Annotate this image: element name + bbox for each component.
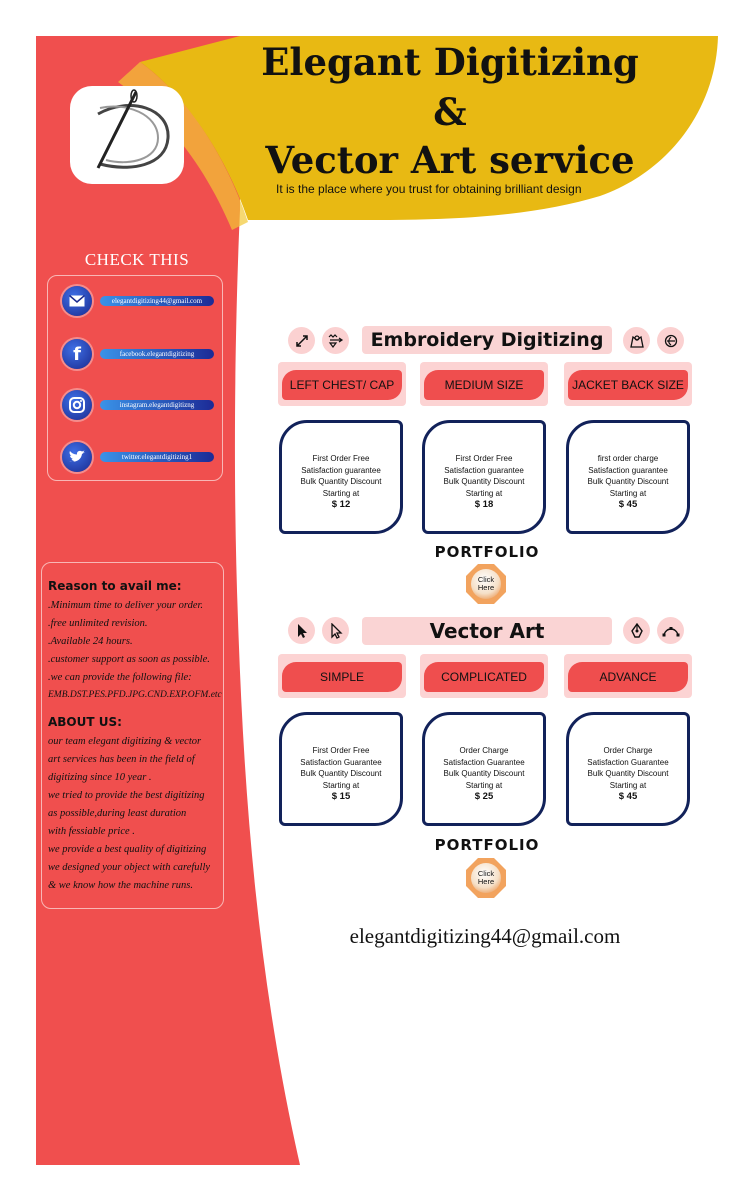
thread-spool-icon	[657, 327, 684, 354]
reason-line: .Available 24 hours.	[48, 636, 133, 647]
about-line: with fessiable price .	[48, 826, 135, 837]
tab-advance[interactable]	[564, 654, 692, 698]
click-button-label: Click Here	[477, 869, 495, 886]
embroidery-section-title: Embroidery Digitizing	[362, 326, 612, 354]
reason-line: .free unlimited revision.	[48, 618, 148, 629]
facebook-icon: f	[62, 339, 92, 369]
card-line: Starting at	[609, 488, 647, 498]
social-label-facebook: facebook.elegantdigitizing	[100, 349, 214, 359]
check-this-title: CHECK THIS	[84, 250, 190, 269]
resize-arrow-icon	[288, 327, 315, 354]
about-line: & we know how the machine runs.	[48, 880, 193, 891]
about-line: we designed your object with carefully	[48, 862, 211, 873]
card-line: Bulk Quantity Discount	[443, 477, 525, 486]
social-label-twitter: twitter.elegantdigitizing1	[100, 452, 214, 462]
price-card-left-chest	[279, 420, 403, 534]
bezier-curve-icon	[657, 617, 684, 644]
card-line: Satisfaction Guarantee	[443, 757, 525, 767]
tab-left-chest-cap[interactable]	[278, 362, 406, 406]
header-title-line3: Vector Art service	[265, 138, 635, 182]
twitter-icon	[62, 442, 92, 472]
price-card-simple	[279, 712, 403, 826]
stitch-pattern-icon	[322, 327, 349, 354]
card-line: First Order Free	[312, 454, 370, 463]
price-card-medium	[422, 420, 546, 534]
about-line: we tried to provide the best digitizing	[48, 790, 205, 801]
social-label-instagram: instagram.elegantdigitizng	[100, 400, 214, 410]
company-logo	[70, 86, 184, 184]
about-title: ABOUT US:	[48, 715, 122, 729]
card-line: Bulk Quantity Discount	[300, 769, 382, 778]
social-label-email: elegantdigitizing44@gmail.com	[100, 296, 214, 306]
card-line: Satisfaction Guarantee	[300, 757, 382, 767]
card-line: Satisfaction guarantee	[444, 465, 524, 475]
card-line: First Order Free	[312, 746, 370, 755]
header-title-ampersand: &	[433, 90, 467, 134]
card-line: Bulk Quantity Discount	[587, 769, 669, 778]
price-card-advance	[566, 712, 690, 826]
reason-line: .Minimum time to deliver your order.	[48, 600, 204, 611]
reason-line: .customer support as soon as possible.	[48, 654, 210, 665]
tab-label: JACKET BACK SIZE	[568, 370, 688, 400]
card-line: Satisfaction Guarantee	[587, 757, 669, 767]
card-price: $ 45	[618, 791, 638, 802]
tab-simple[interactable]	[278, 654, 406, 698]
social-link-instagram[interactable]	[62, 390, 222, 420]
card-price: $ 45	[618, 499, 638, 510]
header-title-line1: Elegant Digitizing	[261, 40, 639, 84]
card-line: Starting at	[465, 780, 503, 790]
tab-complicated[interactable]	[420, 654, 548, 698]
card-line: Order Charge	[459, 746, 509, 755]
card-line: Starting at	[465, 488, 503, 498]
card-line: Starting at	[322, 488, 360, 498]
footer-email-link[interactable]: elegantdigitizing44@gmail.com	[349, 924, 621, 948]
card-line: Bulk Quantity Discount	[443, 769, 525, 778]
price-card-complicated	[422, 712, 546, 826]
card-price: $ 18	[474, 499, 494, 510]
tab-jacket-back-size[interactable]	[564, 362, 692, 406]
embroidery-portfolio-label: PORTFOLIO	[434, 543, 540, 561]
card-line: Satisfaction guarantee	[301, 465, 381, 475]
pen-tool-icon	[623, 617, 650, 644]
card-line: Starting at	[609, 780, 647, 790]
reason-line: .we can provide the following file:	[48, 672, 192, 683]
about-line: digitizing since 10 year .	[48, 772, 152, 783]
social-link-twitter[interactable]	[62, 442, 222, 472]
card-price: $ 15	[331, 791, 351, 802]
social-link-email[interactable]	[62, 286, 222, 316]
tab-label: SIMPLE	[282, 662, 402, 692]
click-button-label: Click Here	[477, 575, 495, 592]
instagram-icon	[62, 390, 92, 420]
vector-portfolio-label: PORTFOLIO	[434, 836, 540, 854]
about-line: we provide a best quality of digitizing	[48, 844, 207, 855]
card-line: Bulk Quantity Discount	[300, 477, 382, 486]
email-icon	[62, 286, 92, 316]
about-line: as possible,during least duration	[48, 808, 187, 819]
vector-section-title: Vector Art	[362, 617, 612, 645]
header-tagline: It is the place where you trust for obtaining brilliant design	[276, 182, 582, 196]
reason-title: Reason to avail me:	[48, 579, 182, 593]
card-price: $ 25	[474, 791, 494, 802]
card-line: Bulk Quantity Discount	[587, 477, 669, 486]
social-link-facebook[interactable]	[62, 339, 222, 369]
tab-label: LEFT CHEST/ CAP	[282, 370, 402, 400]
card-line: First Order Free	[455, 454, 513, 463]
map-pin-icon	[623, 327, 650, 354]
cursor-outline-icon	[322, 617, 349, 644]
vector-click-here-button[interactable]	[466, 858, 506, 898]
tab-label: MEDIUM SIZE	[424, 370, 544, 400]
price-card-jacket-back	[566, 420, 690, 534]
card-price: $ 12	[331, 499, 351, 510]
needle-d-logo-icon	[70, 86, 184, 184]
card-line: Order Charge	[603, 746, 653, 755]
about-line: art services has been in the field of	[48, 754, 195, 765]
embroidery-click-here-button[interactable]	[466, 564, 506, 604]
tab-label: COMPLICATED	[424, 662, 544, 692]
card-line: Satisfaction guarantee	[588, 465, 668, 475]
card-line: Starting at	[322, 780, 360, 790]
cursor-arrow-icon	[288, 617, 315, 644]
tab-label: ADVANCE	[568, 662, 688, 692]
reason-line: EMB.DST.PES.PFD.JPG.CND.EXP.OFM.etc	[48, 690, 222, 700]
about-info-box	[41, 562, 224, 909]
social-links-box	[47, 275, 223, 481]
tab-medium-size[interactable]	[420, 362, 548, 406]
card-line: first order charge	[597, 454, 659, 463]
about-line: our team elegant digitizing & vector	[48, 736, 202, 747]
